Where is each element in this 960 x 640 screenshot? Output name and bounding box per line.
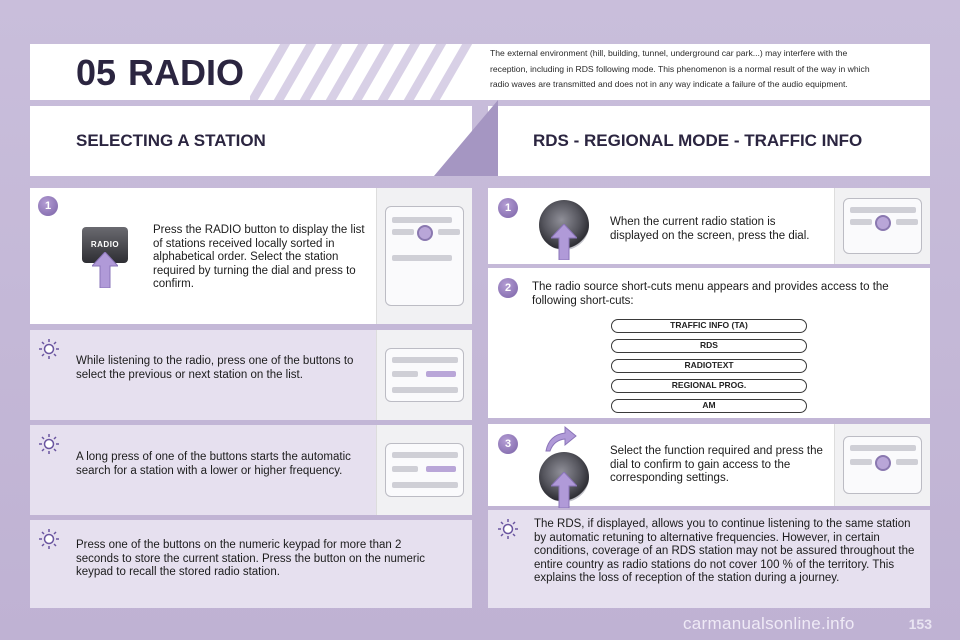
right-step1-text: When the current radio station is displayed on the screen, press the dial. xyxy=(610,216,810,242)
chapter-title: RADIO xyxy=(128,52,244,93)
radio-buttons-illustration xyxy=(376,330,472,420)
radio-buttons-illustration-2 xyxy=(376,425,472,515)
tip-sun-icon xyxy=(38,433,60,455)
step-badge-1: 1 xyxy=(38,196,58,216)
radio-button-icon: RADIO xyxy=(82,227,128,263)
step-badge-3: 3 xyxy=(498,434,518,454)
menu-item-regional-prog[interactable]: REGIONAL PROG. xyxy=(611,379,807,393)
left-section-title: SELECTING A STATION xyxy=(76,131,266,150)
header-note: The external environment (hill, building, tunnel, underground car park...) may interfere with the reception, including in RDS following mode. This phenomenon is a normal result of the way in which radio waves are transmitted and does not in any way indicate a failure of the audio equipment. xyxy=(490,48,870,89)
step-badge-1: 1 xyxy=(498,198,518,218)
step-badge-2: 2 xyxy=(498,278,518,298)
menu-item-am[interactable]: AM xyxy=(611,399,807,413)
tip-sun-icon xyxy=(497,518,519,540)
left-step1-text: Press the RADIO button to display the list of stations received locally sorted in alphabetical order. Select the station required by turning the dial and press to confirm. xyxy=(153,224,365,290)
menu-item-traffic-info[interactable]: TRAFFIC INFO (TA) xyxy=(611,319,807,333)
header-stripes xyxy=(250,44,482,100)
menu-item-rds[interactable]: RDS xyxy=(611,339,807,353)
turn-arrow-icon xyxy=(543,425,577,453)
up-arrow-icon xyxy=(551,224,577,260)
right-step3-text: Select the function required and press the dial to confirm to gain access to the corresponding settings. xyxy=(610,445,823,484)
right-step2-text: The radio source short-cuts menu appears and provides access to the following short-cuts: xyxy=(532,281,889,307)
up-arrow-icon xyxy=(92,252,118,288)
radio-face-illustration xyxy=(834,188,930,264)
right-section-title: RDS - REGIONAL MODE - TRAFFIC INFO xyxy=(533,131,863,150)
tip-sun-icon xyxy=(38,528,60,550)
chapter-number: 05 xyxy=(76,52,117,93)
left-tip2-text: A long press of one of the buttons starts the automatic search for a station with a lower or higher frequency. xyxy=(76,451,351,477)
tip-sun-icon xyxy=(38,338,60,360)
left-tip3-text: Press one of the buttons on the numeric keypad for more than 2 seconds to store the current station. Press the button on the numeric keypad to recall the stored radio station. xyxy=(76,539,426,578)
radio-face-illustration xyxy=(376,188,472,324)
radio-face-illustration xyxy=(834,424,930,506)
page-number: 153 xyxy=(908,616,932,632)
menu-item-radiotext[interactable]: RADIOTEXT xyxy=(611,359,807,373)
left-tip1-text: While listening to the radio, press one of the buttons to select the previous or next station on the list. xyxy=(76,355,354,381)
up-arrow-icon xyxy=(551,472,577,508)
watermark: carmanualsonline.info xyxy=(683,614,855,633)
right-tip-text: The RDS, if displayed, allows you to continue listening to the same station by automatic retuning to alternative frequencies. However, in certain conditions, coverage of an RDS station may not be assured throughout the entire country as radio stations do not cover 100 % of the territory. This explains the loss of reception of the station during a journey. xyxy=(534,518,915,584)
